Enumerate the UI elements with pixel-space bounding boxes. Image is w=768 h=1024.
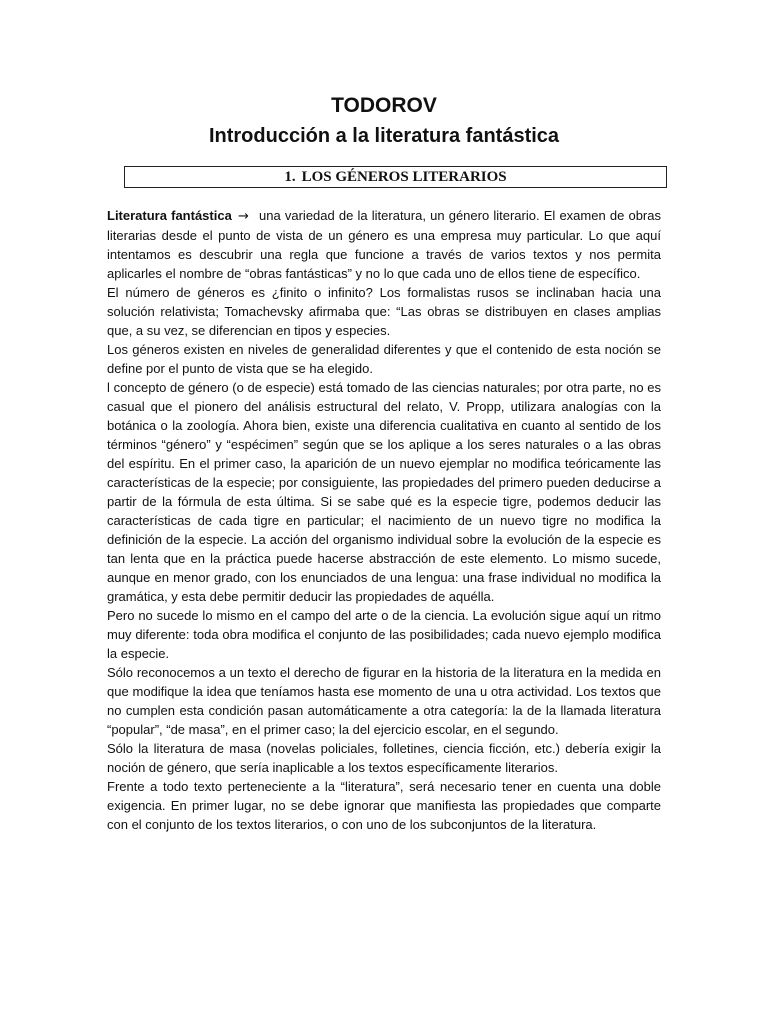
- right-arrow-icon: →: [237, 209, 249, 224]
- section-title: LOS GÉNEROS LITERARIOS: [301, 169, 507, 185]
- section-number: 1.: [284, 169, 296, 185]
- paragraph: Pero no sucede lo mismo en el campo del arte o de la ciencia. La evolución sigue aquí un ritmo muy diferente: toda obra modifica el conjunto de las posibilidades; cada nuevo ejemplo modifica la especie.: [107, 608, 661, 661]
- paragraph: [107, 206, 661, 283]
- document-header: [0, 92, 768, 150]
- paragraph: l concepto de género (o de especie) está tomado de las ciencias naturales; por otra parte, no es casual que el pionero del análisis estructural del relato, V. Propp, utilizara analogías con la botánica o la zoología. Ahora bien, existe una diferencia cualitativa en cuanto al sentido de los términos “género” y “espécimen” según que se los aplique a los seres naturales o a las obras del espíritu. En el primer caso, la aparición de un nuevo ejemplar no modifica teóricamente las características de la especie; por consiguiente, las propiedades del primero pueden deducirse a partir de la fórmula de esta última. Si se sabe qué es la especie tigre, podemos deducir las características de cada tigre en particular; el nacimiento de un nuevo tigre no modifica la definición de la especie. La acción del organismo individual sobre la evolución de la especie es tan lenta que en la práctica puede hacerse abstracción de este elemento. Lo mismo sucede, aunque en menor grado, con los enunciados de una lengua: una frase individual no modifica la gramática, y esta debe permitir deducir las propiedades de aquélla.: [107, 380, 661, 604]
- paragraph-text: una variedad de la literatura, un género literario. El examen de obras literarias desde el punto de vista de un género es una empresa muy particular. Lo que aquí intentamos es descubrir una regla que funcione a través de varios textos y nos permita aplicarles el nombre de “obras fantásticas” y no lo que cada uno de ellos tiene de específico.: [107, 208, 661, 281]
- section-heading-box: [124, 166, 667, 188]
- paragraph: Sólo reconocemos a un texto el derecho de figurar en la historia de la literatura en la medida en que modifique la idea que teníamos hasta ese momento de una u otra actividad. Los textos que no cumplen esta condición pasan automáticamente a otra categoría: la de la llamada literatura “popular”, “de masa”, en el primer caso; la del ejercicio escolar, en el segundo.: [107, 665, 661, 737]
- paragraph: Sólo la literatura de masa (novelas policiales, folletines, ciencia ficción, etc.) debería exigir la noción de género, que sería inaplicable a los textos específicamente literarios.: [107, 741, 661, 775]
- paragraph: Los géneros existen en niveles de generalidad diferentes y que el contenido de esta noción se define por el punto de vista que se ha elegido.: [107, 342, 661, 376]
- paragraph-lead-term: Literatura fantástica: [107, 208, 232, 223]
- paragraph: Frente a todo texto perteneciente a la “literatura”, será necesario tener en cuenta una doble exigencia. En primer lugar, no se debe ignorar que manifiesta las propiedades que comparte con el conjunto de los textos literarios, o con uno de los subconjuntos de la literatura.: [107, 779, 661, 832]
- document-title: Introducción a la literatura fantástica: [208, 125, 560, 147]
- document-body: [107, 206, 661, 834]
- author-heading: TODOROV: [331, 94, 437, 117]
- paragraph: El número de géneros es ¿finito o infinito? Los formalistas rusos se inclinaban hacia una solución relativista; Tomachevsky afirmaba que: “Las obras se distribuyen en clases amplias que, a su vez, se diferencian en tipos y especies.: [107, 285, 661, 338]
